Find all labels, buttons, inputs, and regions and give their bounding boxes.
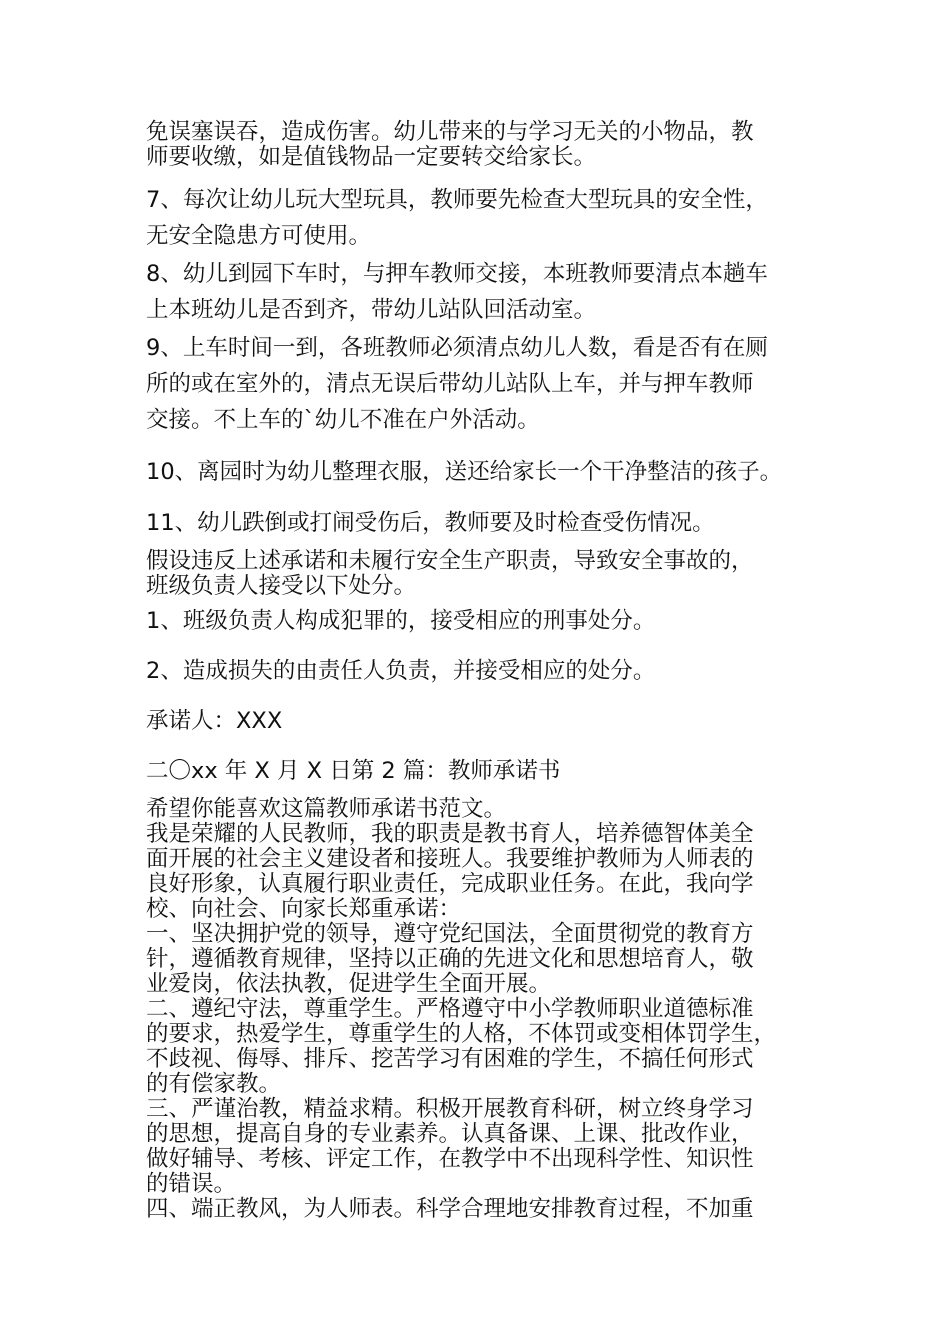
- text-line: 2、造成损失的由责任人负责，并接受相应的处分。: [146, 658, 656, 684]
- text-line: 针，遵循教育规律，坚持以正确的先进文化和思想培育人，敬: [146, 946, 754, 972]
- text-line: 做好辅导、考核、评定工作，在教学中不出现科学性、知识性: [146, 1146, 754, 1172]
- signer-line: [146, 703, 818, 739]
- text-line: 的有偿家教。: [146, 1071, 282, 1097]
- paragraph-penalty-intro: [146, 549, 818, 599]
- text-line: 交接。不上车的`幼儿不准在户外活动。: [146, 407, 540, 433]
- text-line: 三、严谨治教，精益求精。积极开展教育科研，树立终身学习: [146, 1096, 754, 1122]
- text-line: 二〇xx 年 X 月 X 日第 2 篇：教师承诺书: [146, 758, 561, 784]
- text-line: 11、幼儿跌倒或打闹受伤后，教师要及时检查受伤情况。: [146, 510, 715, 536]
- text-line: 承诺人：XXX: [146, 708, 283, 734]
- text-line: 无安全隐患方可使用。: [146, 223, 372, 249]
- paragraph-item-8: [146, 256, 818, 328]
- text-line: 业爱岗，依法执教，促进学生全面开展。: [146, 971, 552, 997]
- text-line: 假设违反上述承诺和未履行安全生产职责，导致安全事故的，: [146, 548, 754, 574]
- text-line: 免误塞误吞，造成伤害。幼儿带来的与学习无关的小物品，教: [146, 119, 754, 145]
- text-line: 不歧视、侮辱、排斥、挖苦学习有困难的学生，不搞任何形式: [146, 1046, 754, 1072]
- text-line: 二、遵纪守法，尊重学生。严格遵守中小学教师职业道德标准: [146, 996, 754, 1022]
- text-line: 四、端正教风，为人师表。科学合理地安排教育过程，不加重: [146, 1196, 754, 1222]
- paragraph-item-7: [146, 182, 818, 254]
- text-line: 的要求，热爱学生，尊重学生的人格，不体罚或变相体罚学生，: [146, 1021, 777, 1047]
- text-line: 1、班级负责人构成犯罪的，接受相应的刑事处分。: [146, 608, 656, 634]
- text-line: 的思想，提高自身的专业素养。认真备课、上课、批改作业，: [146, 1121, 754, 1147]
- paragraph-intro-tail: [146, 120, 818, 170]
- text-line: 师要收缴，如是值钱物品一定要转交给家长。: [146, 144, 597, 170]
- text-line: 的错误。: [146, 1171, 237, 1197]
- text-line: 班级负责人接受以下处分。: [146, 573, 417, 599]
- paragraph-item-11: [146, 505, 818, 541]
- text-line: 10、离园时为幼儿整理衣服，送还给家长一个干净整洁的孩子。: [146, 459, 783, 485]
- text-line: 希望你能喜欢这篇教师承诺书范文。: [146, 796, 507, 822]
- text-line: 面开展的社会主义建设者和接班人。我要维护教师为人师表的: [146, 846, 754, 872]
- text-line: 校、向社会、向家长郑重承诺：: [146, 896, 462, 922]
- date-and-title-line: [146, 753, 818, 789]
- paragraph-item-9: [146, 330, 818, 438]
- text-line: 7、每次让幼儿玩大型玩具，教师要先检查大型玩具的安全性，: [146, 187, 768, 213]
- paragraph-commitment-body: [146, 797, 818, 1222]
- paragraph-item-10: [146, 454, 818, 490]
- text-line: 8、幼儿到园下车时，与押车教师交接，本班教师要清点本趟车: [146, 261, 768, 287]
- text-line: 上本班幼儿是否到齐，带幼儿站队回活动室。: [146, 297, 597, 323]
- paragraph-penalty-2: [146, 653, 818, 689]
- text-line: 良好形象，认真履行职业责任，完成职业任务。在此，我向学: [146, 871, 754, 897]
- paragraph-penalty-1: [146, 603, 818, 639]
- text-line: 我是荣耀的人民教师，我的职责是教书育人，培养德智体美全: [146, 821, 754, 847]
- text-line: 9、上车时间一到，各班教师必须清点幼儿人数，看是否有在厕: [146, 335, 768, 361]
- text-line: 所的或在室外的，清点无误后带幼儿站队上车，并与押车教师: [146, 371, 754, 397]
- text-line: 一、坚决拥护党的领导，遵守党纪国法，全面贯彻党的教育方: [146, 921, 754, 947]
